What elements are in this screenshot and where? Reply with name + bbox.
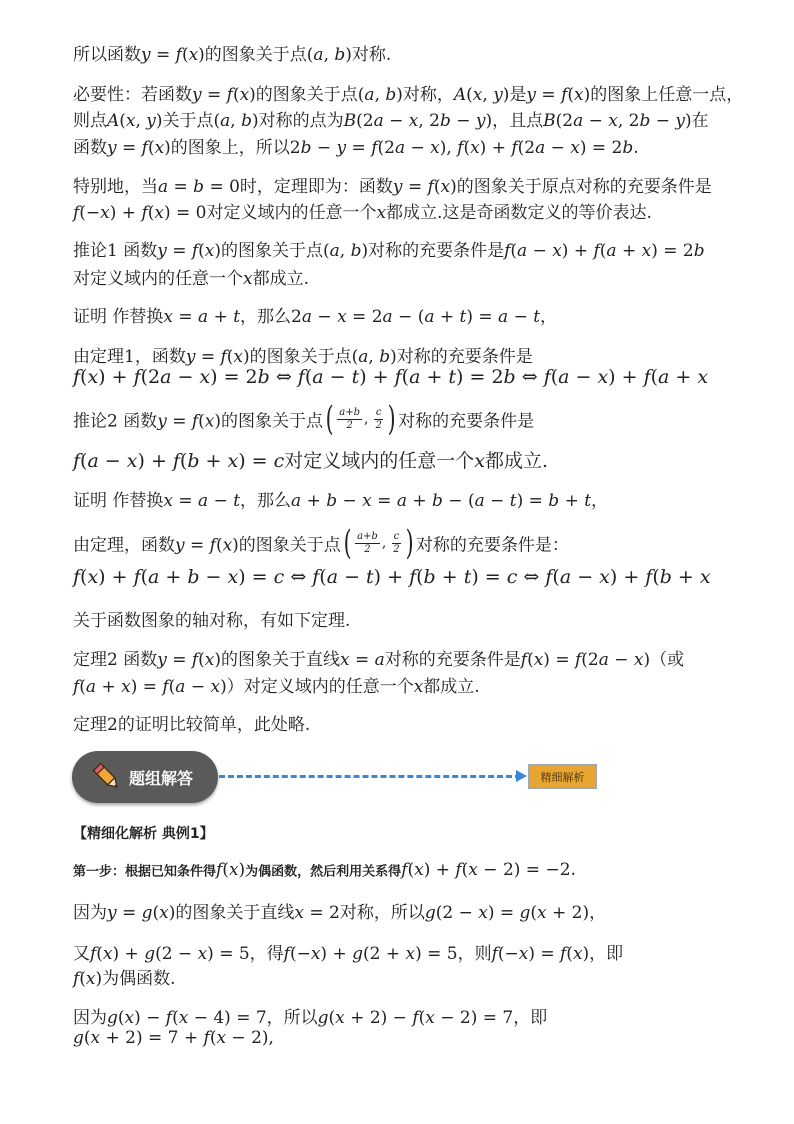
- solution-line: 因为𝑦 = 𝑔(𝑥)的图象关于直线𝑥 = 2对称，所以𝑔(2 − 𝑥) = 𝑔(𝑥 + 2)，: [73, 903, 607, 923]
- theorem-reference-text: 对称的充要条件是：: [415, 535, 569, 556]
- fraction-denominator: 2: [375, 419, 382, 431]
- solution-line: 𝑓(𝑥)为偶函数.: [73, 969, 176, 989]
- corollary2-statement: 𝑓(𝑎 − 𝑥) + 𝑓(𝑏 + 𝑥) = 𝑐对定义域内的任意一个𝑥都成立.: [73, 450, 549, 472]
- pencil-icon: [90, 760, 124, 794]
- text-line: 所以函数𝑦 = 𝑓(𝑥)的图象关于点(𝑎, 𝑏)对称.: [73, 45, 392, 65]
- fraction-numerator: 𝑐: [375, 406, 382, 418]
- step1-heading: [73, 860, 576, 880]
- corollary2-text: 对称的充要条件是: [398, 411, 535, 432]
- necessity-line: 必要性：若函数𝑦 = 𝑓(𝑥)的图象关于点(𝑎, 𝑏)对称，𝐴(𝑥, 𝑦)是𝑦 = 𝑓(𝑥)的图象上任意一点，: [73, 85, 744, 105]
- detailed-analysis-button[interactable]: 精细解析: [528, 764, 597, 789]
- solution-line: 又𝑓(𝑥) + 𝑔(2 − 𝑥) = 5，得𝑓(−𝑥) + 𝑔(2 + 𝑥) = 5，则𝑓(−𝑥) = 𝑓(𝑥)，即: [73, 944, 624, 964]
- equivalence-chain: 𝑓(𝑥) + 𝑓(2𝑎 − 𝑥) = 2𝑏 ⇔ 𝑓(𝑎 − 𝑡) + 𝑓(𝑎 + 𝑡) = 2𝑏 ⇔ 𝑓(𝑎 − 𝑥) + 𝑓(𝑎 + 𝑥: [73, 366, 709, 388]
- theorem1-reference: 由定理1，函数𝑦 = 𝑓(𝑥)的图象关于点(𝑎, 𝑏)对称的充要条件是: [73, 347, 533, 367]
- theorem-reference: [73, 523, 569, 563]
- point-fraction: ( $\frac{\text{𝑎+𝑏}}{2}$ , $\frac{\text{𝑐}}{2}$ ): [343, 523, 414, 563]
- step1-text: 为偶函数，然后利用关系得: [245, 864, 402, 880]
- point-fraction: ( $\frac{\text{𝑎+𝑏}}{2}$ , $\frac{\text{𝑐}}{2}$ ): [325, 399, 396, 439]
- fraction-denominator: 2: [364, 543, 371, 555]
- section-title: 【精细化解析 典例1】: [73, 826, 214, 842]
- solution-line: 𝑔(𝑥 + 2) = 7 + 𝑓(𝑥 − 2),: [73, 1028, 274, 1048]
- corollary1-statement: 对定义域内的任意一个𝑥都成立.: [73, 269, 309, 289]
- fraction-numerator: 𝑎+𝑏: [339, 406, 361, 418]
- step1-text: 第一步：根据已知条件得: [73, 864, 217, 880]
- corollary2-text: 推论2 函数𝑦 = 𝑓(𝑥)的图象关于点: [73, 411, 324, 432]
- step1-math: 𝑓(𝑥): [216, 860, 246, 880]
- banner-label: 题组解答: [129, 769, 194, 788]
- fraction-numerator: 𝑎+𝑏: [357, 530, 378, 542]
- corollary2-statement: [73, 399, 535, 439]
- theorem2-statement: 定理2 函数𝑦 = 𝑓(𝑥)的图象关于直线𝑥 = 𝑎对称的充要条件是𝑓(𝑥) = 𝑓(2𝑎 − 𝑥)（或: [73, 650, 685, 670]
- dashed-arrow-line: [219, 775, 521, 778]
- theorem-reference-text: 由定理，函数𝑦 = 𝑓(𝑥)的图象关于点: [73, 535, 341, 556]
- step1-equation: 𝑓(𝑥) + 𝑓(𝑥 − 2) = −2.: [401, 860, 576, 880]
- necessity-line: 则点𝐴(𝑥, 𝑦)关于点(𝑎, 𝑏)对称的点为𝐵(2𝑎 − 𝑥, 2𝑏 − 𝑦)，且点𝐵(2𝑎 − 𝑥, 2𝑏 − 𝑦)在: [73, 111, 709, 131]
- arrow-head-icon: [516, 770, 527, 782]
- theorem2-proof-note: 定理2的证明比较简单，此处略.: [73, 715, 311, 735]
- special-case-line: 特别地，当𝑎 = 𝑏 = 0时，定理即为：函数𝑦 = 𝑓(𝑥)的图象关于原点对称的充要条件是: [73, 177, 712, 197]
- special-case-line: 𝑓(−𝑥) + 𝑓(𝑥) = 0对定义域内的任意一个𝑥都成立.这是奇函数定义的等价表达.: [73, 203, 652, 223]
- axis-symmetry-intro: 关于函数图象的轴对称，有如下定理.: [73, 611, 351, 631]
- fraction-numerator: 𝑐: [393, 530, 400, 542]
- equivalence-chain: 𝑓(𝑥) + 𝑓(𝑎 + 𝑏 − 𝑥) = 𝑐 ⇔ 𝑓(𝑎 − 𝑡) + 𝑓(𝑏 + 𝑡) = 𝑐 ⇔ 𝑓(𝑎 − 𝑥) + 𝑓(𝑏 + 𝑥: [73, 566, 711, 588]
- proof-line: 证明 作替换𝑥 = 𝑎 − 𝑡，那么𝑎 + 𝑏 − 𝑥 = 𝑎 + 𝑏 − (𝑎 − 𝑡) = 𝑏 + 𝑡，: [73, 491, 609, 511]
- proof-line: 证明 作替换𝑥 = 𝑎 + 𝑡，那么2𝑎 − 𝑥 = 2𝑎 − (𝑎 + 𝑡) = 𝑎 − 𝑡，: [73, 307, 558, 327]
- necessity-line: 函数𝑦 = 𝑓(𝑥)的图象上，所以2𝑏 − 𝑦 = 𝑓(2𝑎 − 𝑥), 𝑓(𝑥) + 𝑓(2𝑎 − 𝑥) = 2𝑏.: [73, 138, 639, 158]
- fraction-denominator: 2: [346, 419, 353, 431]
- fraction-denominator: 2: [393, 543, 400, 555]
- theorem2-statement: 𝑓(𝑎 + 𝑥) = 𝑓(𝑎 − 𝑥)）对定义域内的任意一个𝑥都成立.: [73, 677, 480, 697]
- corollary1-statement: 推论1 函数𝑦 = 𝑓(𝑥)的图象关于点(𝑎, 𝑏)对称的充要条件是𝑓(𝑎 − 𝑥) + 𝑓(𝑎 + 𝑥) = 2𝑏: [73, 241, 705, 261]
- section-banner: [72, 751, 218, 803]
- solution-line: 因为𝑔(𝑥) − 𝑓(𝑥 − 4) = 7，所以𝑔(𝑥 + 2) − 𝑓(𝑥 − 2) = 7，即: [73, 1008, 548, 1028]
